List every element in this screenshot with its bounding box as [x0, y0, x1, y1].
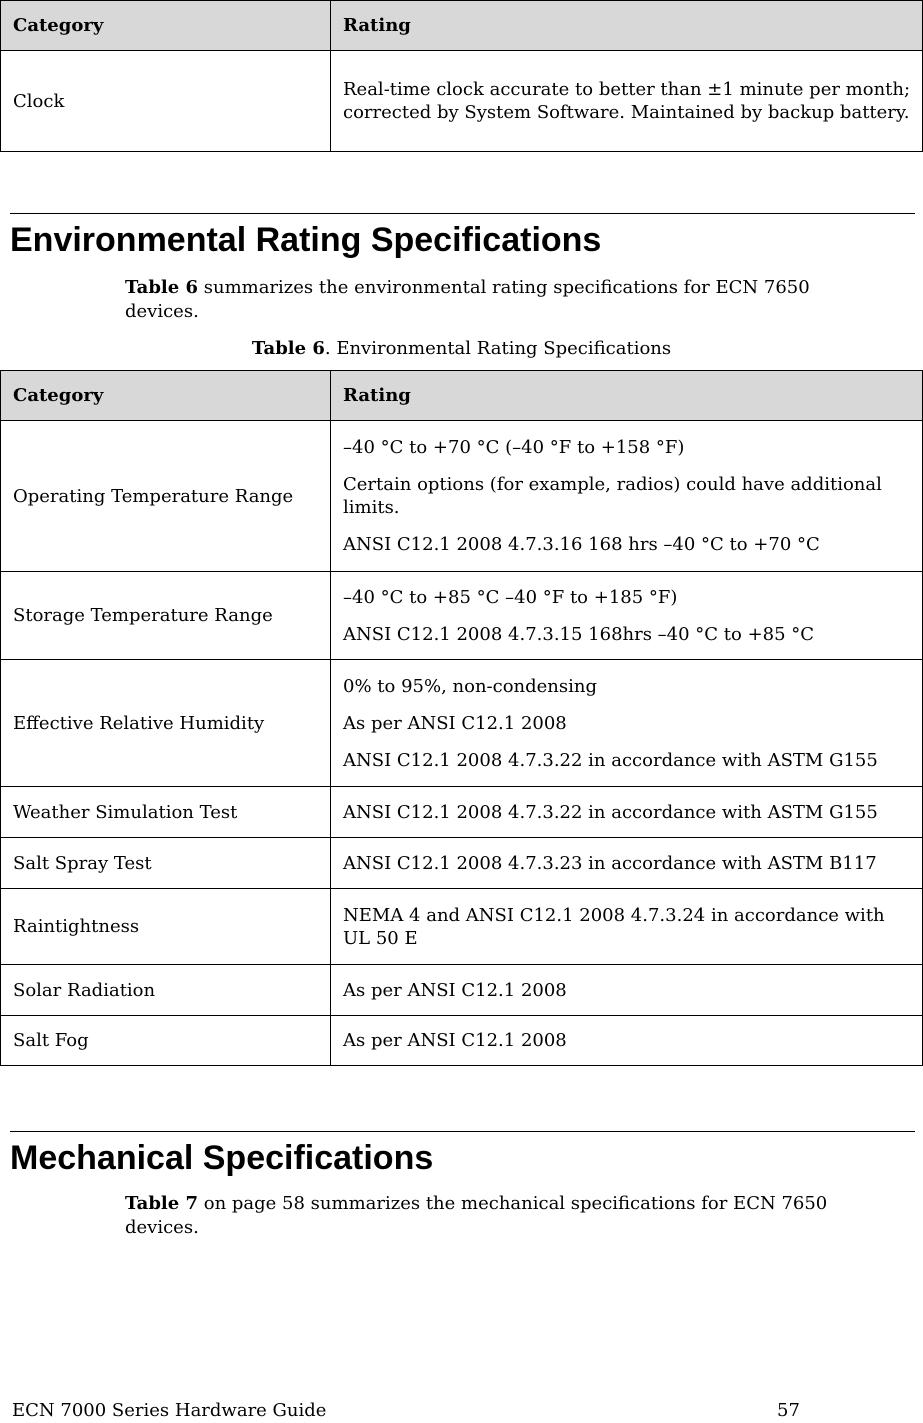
section-heading-environmental: Environmental Rating Specifications [10, 213, 915, 259]
rating-text: Real-time clock accurate to better than ±1 minute per month; corrected by System Software. Maintained by backup battery. [343, 79, 911, 123]
environmental-spec-table [0, 370, 923, 1066]
category-cell: Solar Radiation [1, 965, 331, 1016]
category-cell: Weather Simulation Test [1, 787, 331, 838]
table-header-row [1, 1, 923, 51]
header-rating: Rating [331, 371, 923, 421]
rating-cell [331, 889, 923, 965]
section-heading-mechanical: Mechanical Specifications [10, 1131, 915, 1177]
rating-text: ANSI C12.1 2008 4.7.3.16 168 hrs –40 °C to +70 °C [343, 534, 820, 555]
rating-text: As per ANSI C12.1 2008 [343, 979, 567, 1001]
rating-text: ANSI C12.1 2008 4.7.3.22 in accordance with ASTM G155 [343, 801, 878, 823]
rating-text: Certain options (for example, radios) could have additional limits. [343, 474, 882, 518]
rating-cell [331, 51, 923, 152]
rating-text: As per ANSI C12.1 2008 [343, 1030, 567, 1051]
table-row [1, 1016, 923, 1066]
table-caption [0, 337, 923, 361]
rating-cell [331, 838, 923, 889]
rating-text: –40 °C to +85 °C –40 °F to +185 °F) [343, 586, 678, 608]
caption-ref: Table 6 [251, 338, 325, 359]
rating-cell [331, 660, 923, 787]
header-category: Category [1, 371, 331, 421]
rating-cell [331, 572, 923, 660]
table-row [1, 660, 923, 787]
category-cell: Effective Relative Humidity [1, 660, 331, 787]
table-reference-link: Table 7 [125, 1193, 199, 1214]
category-cell: Raintightness [1, 889, 331, 965]
table-row [1, 965, 923, 1016]
env-intro-paragraph [125, 276, 885, 324]
rating-text: ANSI C12.1 2008 4.7.3.15 168hrs –40 °C to +85 °C [343, 623, 815, 645]
mech-intro-paragraph [125, 1192, 885, 1240]
rating-text: NEMA 4 and ANSI C12.1 2008 4.7.3.24 in accordance with UL 50 E [343, 904, 885, 949]
footer-title: ECN 7000 Series Hardware Guide [12, 1400, 327, 1421]
category-cell: Clock [1, 51, 331, 152]
table-row [1, 572, 923, 660]
rating-text: As per ANSI C12.1 2008 [343, 712, 567, 734]
caption-text: . Environmental Rating Specifications [324, 338, 672, 359]
table-row [1, 838, 923, 889]
header-category: Category [1, 1, 331, 51]
table-header-row [1, 371, 923, 421]
rating-text: ANSI C12.1 2008 4.7.3.23 in accordance with ASTM B117 [343, 852, 877, 874]
table-row [1, 51, 923, 152]
rating-text: ANSI C12.1 2008 4.7.3.22 in accordance with ASTM G155 [343, 749, 878, 771]
intro-text: summarizes the environmental rating specifications for ECN 7650 devices. [125, 277, 810, 322]
rating-text: 0% to 95%, non-condensing [343, 675, 598, 697]
rating-cell [331, 965, 923, 1016]
rating-cell [331, 787, 923, 838]
rating-cell [331, 1016, 923, 1066]
page-number: 57 [777, 1400, 800, 1421]
header-rating: Rating [331, 1, 923, 51]
table-row [1, 787, 923, 838]
clock-spec-table [0, 0, 923, 152]
table-row [1, 421, 923, 572]
table-row [1, 889, 923, 965]
table-reference-link: Table 6 [125, 277, 199, 298]
category-cell: Storage Temperature Range [1, 572, 331, 660]
category-cell: Operating Temperature Range [1, 421, 331, 572]
category-cell: Salt Fog [1, 1016, 331, 1066]
rating-cell [331, 421, 923, 572]
category-cell: Salt Spray Test [1, 838, 331, 889]
intro-text: on page 58 summarizes the mechanical specifications for ECN 7650 devices. [125, 1193, 828, 1238]
rating-text: –40 °C to +70 °C (–40 °F to +158 °F) [343, 437, 685, 458]
